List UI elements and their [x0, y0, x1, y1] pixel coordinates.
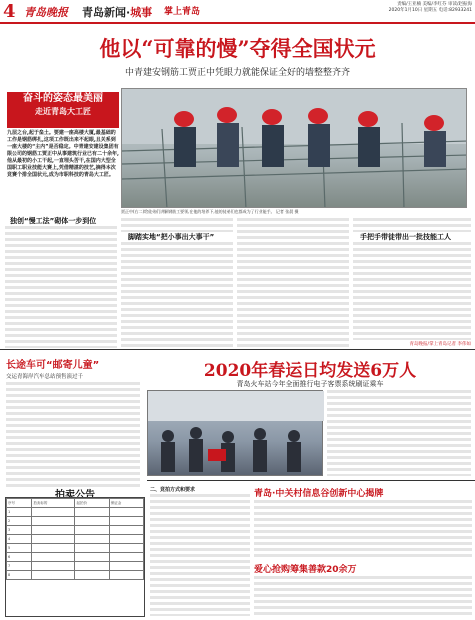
- auction-row-number: 8: [7, 571, 32, 580]
- table-row: [7, 526, 144, 535]
- promo-line-1: 奋斗的姿态最美丽: [23, 93, 103, 104]
- charity-sale-body: [254, 576, 472, 616]
- auction-row-number: 7: [7, 562, 32, 571]
- series-promo-box: [7, 92, 119, 128]
- masthead-meta: [312, 2, 472, 14]
- table-row: [7, 517, 144, 526]
- table-row: [7, 508, 144, 517]
- app-badge: 掌上青岛: [164, 7, 201, 17]
- date-line: 2020年1月10日 星期五 电话:82933241: [388, 8, 472, 13]
- auction-col-header: 序号: [7, 499, 32, 508]
- table-row: [7, 535, 144, 544]
- table-row: [7, 553, 144, 562]
- auction-notice: [5, 497, 145, 617]
- auction-row-number: 2: [7, 517, 32, 526]
- main-headline: 他以“可靠的慢”夺得全国状元: [99, 36, 376, 61]
- masthead: [0, 0, 475, 22]
- auction-col-header: 起拍价: [75, 499, 109, 508]
- auction-title: 拍卖公告: [55, 490, 95, 501]
- spring-transport-title: 2020年春运日均发送6万人: [203, 361, 417, 381]
- table-row: [7, 571, 144, 580]
- section-title: [82, 4, 152, 20]
- article-column-4: [353, 242, 471, 340]
- auction-row-number: 4: [7, 535, 32, 544]
- spring-transport-body: [327, 390, 471, 476]
- article-column-1: [5, 226, 117, 348]
- section-name: 城事: [130, 6, 153, 19]
- left-story-body: [6, 382, 140, 490]
- editor-line: 责编/王亚楠 美编/李红芬 审读/赵振海: [397, 2, 472, 7]
- article-column-2-top: [121, 218, 233, 232]
- promo-line-2: 走近青岛大工匠: [35, 107, 91, 116]
- subhead-2: 脚踏实地“把小事出大事干”: [128, 233, 215, 241]
- auction-col-header: 保证金: [109, 499, 143, 508]
- page-number: 4: [3, 1, 16, 22]
- article-column-2: [121, 242, 233, 348]
- table-row: [7, 544, 144, 553]
- auction-row-number: 5: [7, 544, 32, 553]
- paper-logo: 青岛晚报: [24, 6, 68, 19]
- charity-sale-title: 爱心抢购筹集善款20余万: [254, 565, 357, 575]
- lead-paragraph: 九层之台,起于垒土。要建一座高楼大厦,最基础的工作是钢筋绑扎,这项工作既出来不起眼,且关系到一座大楼的“主内”是否稳定。中青建安建设集团有限公司的钢筋工贾正中从事建筑行业已有二十余年,他从最初的小工干起,一直埋头苦干,在国内大型全国职工职业技能大赛上,凭借精湛的技艺,摘得本次竞赛个排全国状元,成为市职科技的青岛大工匠。: [7, 130, 119, 178]
- innovation-center-body: [254, 500, 472, 558]
- crowd-illustration: [148, 391, 324, 477]
- lower-divider: [147, 480, 475, 481]
- workers-photo-illustration: [122, 89, 467, 208]
- auction-table: [6, 498, 144, 580]
- article-column-4-top: [353, 218, 471, 232]
- auction-rules-title: 二、竞拍方式和要求: [150, 487, 196, 493]
- left-story-subtitle: 交运青海岸汽车总站预售演过千: [6, 374, 84, 380]
- auction-row-number: 3: [7, 526, 32, 535]
- main-subheadline: 中青建安钢筋工贾正中凭眼力就能保证全好的墙整整齐齐: [124, 68, 350, 78]
- auction-table-header: [7, 499, 144, 508]
- auction-row-number: 1: [7, 508, 32, 517]
- table-row: [7, 562, 144, 571]
- section-divider: [0, 349, 475, 350]
- masthead-rule: [0, 22, 475, 24]
- auction-rules-body: [150, 494, 250, 616]
- train-station-photo: [147, 390, 323, 476]
- spring-transport-subtitle: 青岛火车站今年全面推行电子客票系统刷证乘车: [236, 380, 384, 388]
- byline: 青岛晚报/掌上青岛记者 李伟如: [409, 342, 471, 347]
- left-story-title: 长途车可“邮寄儿童”: [6, 360, 100, 371]
- auction-col-header: 拍卖标的: [32, 499, 75, 508]
- article-column-3: [237, 218, 349, 348]
- subhead-1: 独创“慢工法”砌体一步到位: [10, 217, 97, 225]
- auction-row-number: 6: [7, 553, 32, 562]
- subhead-3: 手把手带徒带出一批技能工人: [360, 233, 451, 241]
- innovation-center-title: 青岛·中关村信息谷创新中心揭牌: [254, 489, 384, 499]
- section-prefix: 青岛新闻·: [82, 6, 131, 19]
- workers-photo: [121, 88, 467, 208]
- photo-caption: 贾正中(右二)给徒弟们讲解钢筋工要领,在他的培养下,他的徒弟们也都成为了行业能手。 记者 张晨 摄: [121, 209, 299, 214]
